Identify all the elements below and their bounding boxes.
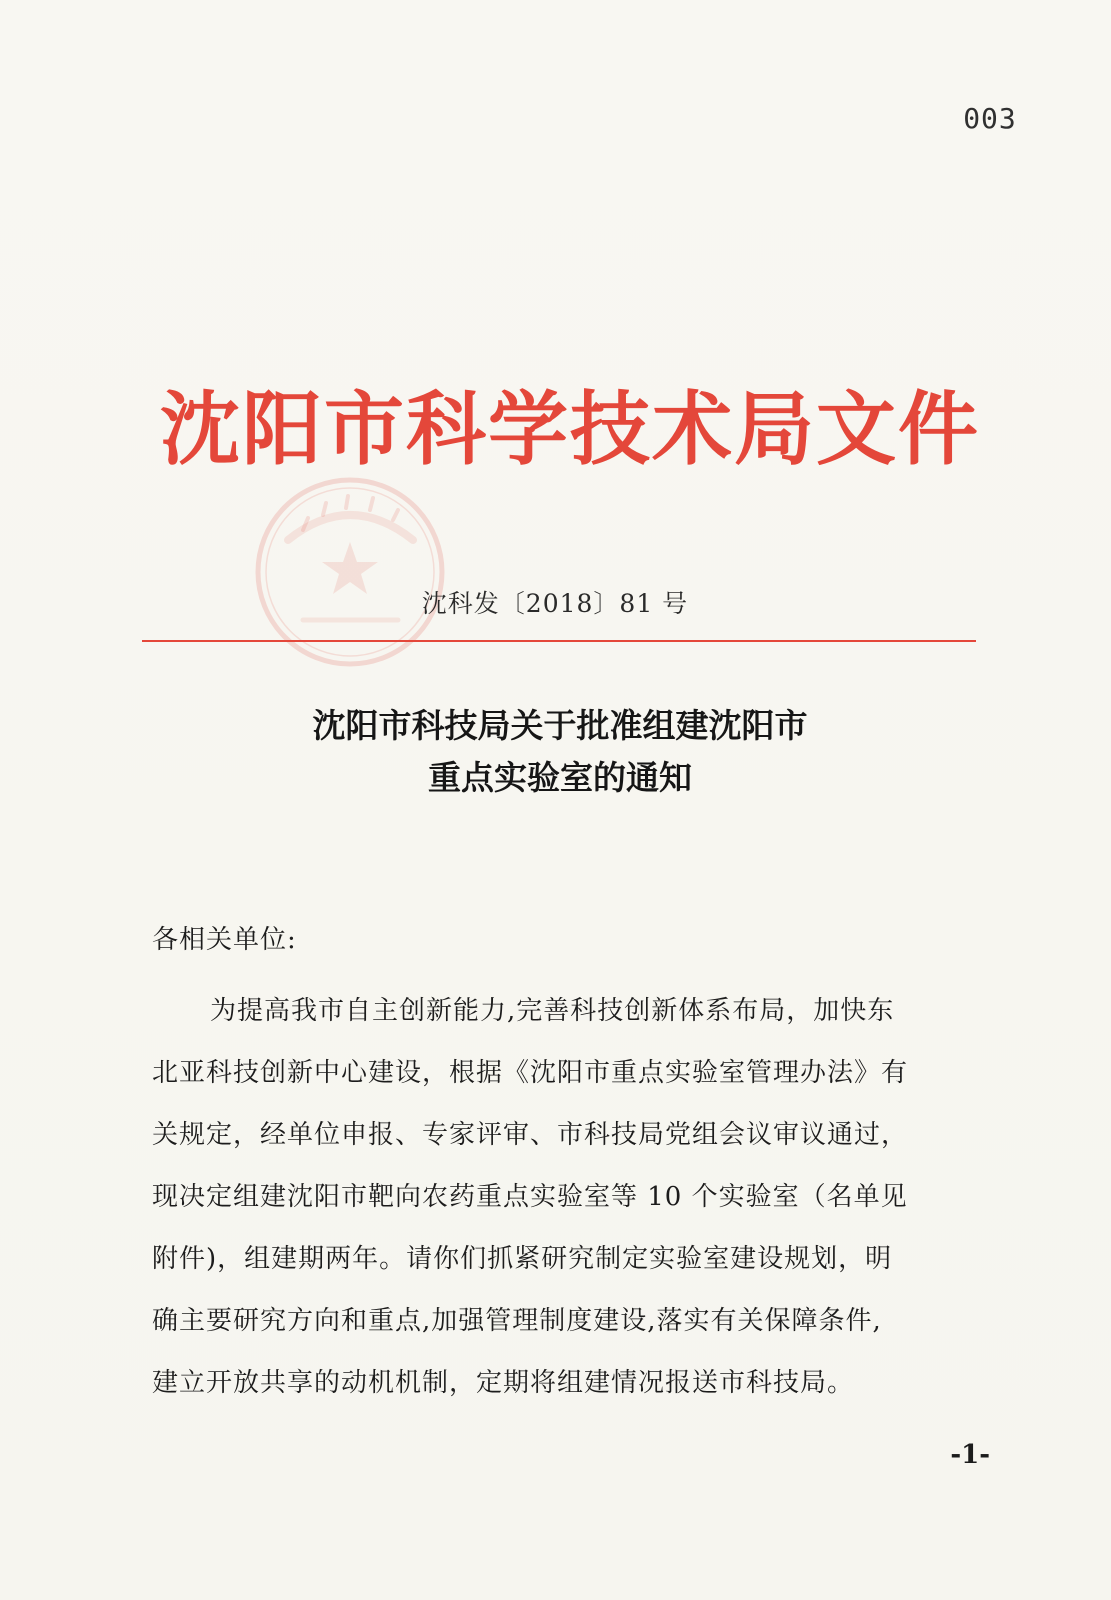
body-line: 确主要研究方向和重点,加强管理制度建设,落实有关保障条件, — [152, 1306, 882, 1336]
body-line: 北亚科技创新中心建设，根据《沈阳市重点实验室管理办法》有 — [152, 1058, 909, 1088]
body-line: 关规定，经单位申报、专家评审、市科技局党组会议审议通过， — [152, 1120, 909, 1150]
archive-number: 003 — [963, 102, 1017, 135]
document-number: 沈科发〔2018〕81 号 — [421, 589, 689, 618]
masthead-title: 沈阳市科学技术局文件 — [160, 383, 980, 476]
document-title-line: 重点实验室的通知 — [428, 758, 692, 797]
official-seal-icon — [248, 470, 453, 675]
page-number: -1- — [950, 1440, 990, 1470]
document-title — [140, 700, 980, 804]
salutation: 各相关单位: — [152, 925, 297, 955]
red-divider — [142, 640, 976, 642]
body-paragraph — [152, 980, 992, 1414]
body-line: 建立开放共享的动机机制，定期将组建情况报送市科技局。 — [152, 1368, 855, 1398]
document-title-line: 沈阳市科技局关于批准组建沈阳市 — [312, 706, 808, 745]
body-line: 为提高我市自主创新能力,完善科技创新体系布局，加快东 — [210, 996, 895, 1026]
body-line: 附件)，组建期两年。请你们抓紧研究制定实验室建设规划，明 — [152, 1244, 893, 1274]
body-line: 现决定组建沈阳市靶向农药重点实验室等 10 个实验室（名单见 — [152, 1182, 908, 1212]
